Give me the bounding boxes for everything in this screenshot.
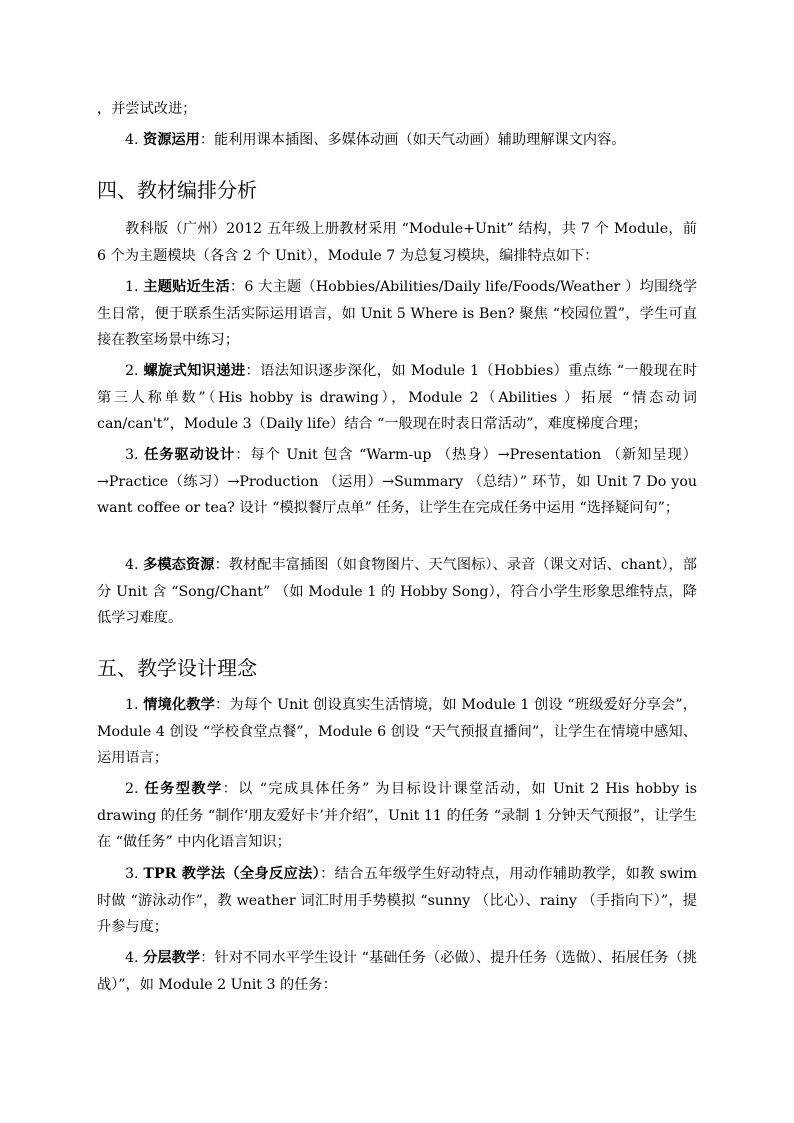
paragraph-design-4 [97, 945, 697, 998]
paragraph-continuation: ，并尝试改进； [97, 101, 197, 117]
item-label: 资源运用 [143, 132, 200, 148]
item-text: ：语法知识逐步深化，如 Module 1（Hobbies）重点练 “一般现在时第三人称单数”（His hobby is drawing），Module 2（Abilities ）拓展 “情态动词 can/can't”，Module 3（Daily life）结合 “一般现在时表日常活动”，难度梯度合理； [97, 363, 698, 433]
paragraph-design-1 [97, 692, 697, 772]
paragraph-intro: 教科版（广州）2012 五年级上册教材采用 “Module+Unit” 结构，共 7 个 Module，前 6 个为主题模块（各含 2 个 Unit），Module 7 为总复习模块，编排特点如下： [97, 221, 697, 264]
item-number: 4. [125, 557, 144, 573]
paragraph-design-2 [97, 776, 697, 856]
paragraph-structure-2 [97, 358, 697, 438]
item-number: 1. [125, 697, 144, 713]
item-number: 2. [125, 363, 144, 379]
item-text: ：结合五年级学生好动特点，用动作辅助教学，如教 swim 时做 “游泳动作”，教 weather 词汇时用手势模拟 “sunny （比心）、rainy （手指向下）”，提升参与度； [97, 866, 698, 936]
item-label: 情境化教学 [143, 697, 216, 713]
paragraph-design-3 [97, 861, 697, 941]
item-number: 4. [125, 132, 144, 148]
item-label: 多模态资源 [143, 557, 215, 573]
item-label: 任务型教学 [144, 781, 223, 797]
item-label: 任务驱动设计 [144, 447, 236, 463]
item-number: 4. [125, 950, 144, 966]
item-label: 主题贴近生活 [143, 279, 230, 295]
item-number: 3. [125, 866, 144, 882]
paragraph-resource-use [97, 127, 697, 154]
item-text: ：教材配丰富插图（如食物图片、天气图标）、录音（课文对话、chant），部分 Unit 含 “Song/Chant” （如 Module 1 的 Hobby Song），符合小学生形象思维特点，降低学习难度。 [97, 557, 697, 627]
item-label: 螺旋式知识递进 [143, 363, 246, 379]
item-text: ：以 “完成具体任务” 为目标设计课堂活动，如 Unit 2 His hobby is drawing 的任务 “制作‘朋友爱好卡’并介绍”，Unit 11 的任务 “录制 1 分钟天气预报”，让学生在 “做任务” 中内化语言知识； [97, 781, 697, 851]
paragraph-structure-1 [97, 274, 697, 354]
item-text: ：为每个 Unit 创设真实生活情境，如 Module 1 创设 “班级爱好分享会”，Module 4 创设 “学校食堂点餐”，Module 6 创设 “天气预报直播间”，让学生在情境中感知、运用语言； [97, 697, 697, 767]
paragraph-structure-4 [97, 552, 697, 632]
item-number: 2. [125, 781, 145, 797]
item-text: ：每个 Unit 包含 “Warm-up （热身）→Presentation （新知呈现）→Practice（练习）→Production （运用）→Summary （总结）” 环节，如 Unit 7 Do you want coffee or tea? 设计 “模拟餐厅点单” 任务，让学生在完成任务中运用 “选择疑问句”； [97, 447, 697, 517]
paragraph-structure-3 [97, 442, 697, 522]
item-text: ：针对不同水平学生设计 “基础任务（必做）、提升任务（选做）、拓展任务（挑战）”，如 Module 2 Unit 3 的任务： [97, 950, 697, 993]
item-label: 分层教学 [143, 950, 201, 966]
item-number: 3. [125, 447, 145, 463]
item-label: TPR 教学法（全身反应法） [143, 866, 321, 882]
item-text: ：能利用课本插图、多媒体动画（如天气动画）辅助理解课文内容。 [199, 132, 626, 148]
section-heading-5: 五、教学设计理念 [97, 656, 257, 680]
item-text: ：6 大主题（Hobbies/Abilities/Daily life/Foods/Weather ）均围绕学生日常，便于联系生活实际运用语言，如 Unit 5 Where is Ben? 聚焦 “校园位置”，学生可直接在教室场景中练习； [97, 279, 698, 349]
item-number: 1. [125, 279, 144, 295]
section-heading-4: 四、教材编排分析 [97, 178, 257, 202]
